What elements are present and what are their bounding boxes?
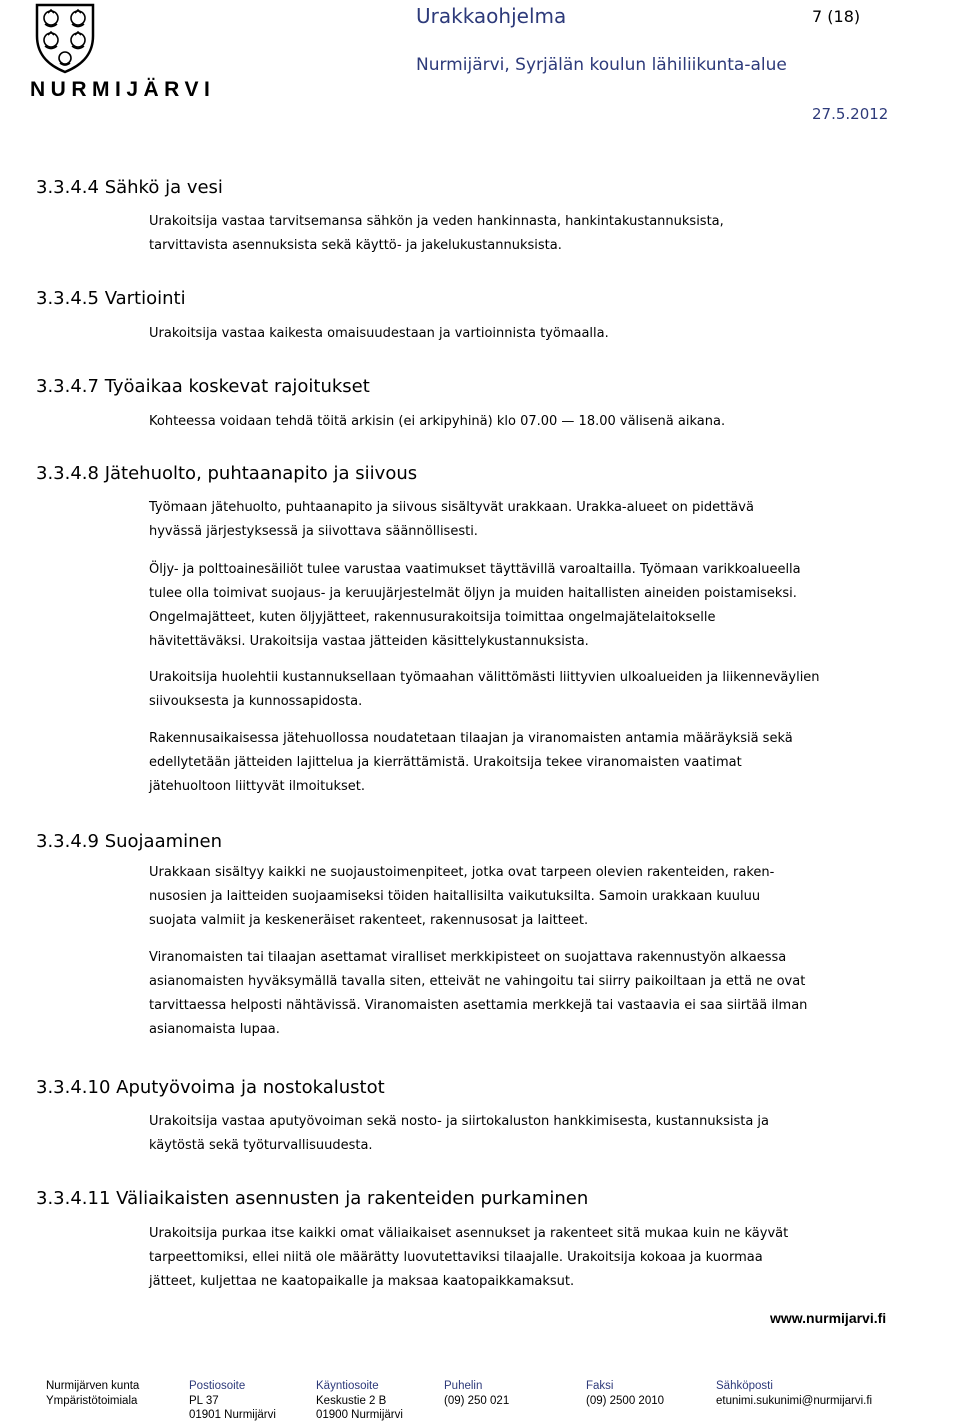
paragraph bbox=[149, 322, 957, 346]
nurmijarvi-logo bbox=[30, 2, 280, 112]
document-subtitle: Nurmijärvi, Syrjälän koulun lähiliikunta-alue bbox=[416, 55, 787, 75]
paragraph bbox=[149, 496, 957, 544]
footer-line[interactable]: etunimi.sukunimi@nurmijarvi.fi bbox=[716, 1394, 873, 1407]
text-line: Kohteessa voidaan tehdä töitä arkisin (ei arkipyhinä) klo 07.00 — 18.00 välisenä aikana. bbox=[149, 414, 726, 429]
footer-line: 01900 Nurmijärvi bbox=[316, 1409, 403, 1421]
footer-organization bbox=[46, 1379, 139, 1408]
paragraph bbox=[149, 1110, 957, 1158]
footer-label: Postiosoite bbox=[189, 1380, 246, 1392]
footer-phone bbox=[444, 1379, 509, 1408]
text-line: käytöstä sekä työturvallisuudesta. bbox=[149, 1138, 373, 1153]
text-line: Urakoitsija vastaa aputyövoiman sekä nosto- ja siirtokaluston hankkimisesta, kustannuksista ja bbox=[149, 1114, 770, 1129]
document-date: 27.5.2012 bbox=[812, 105, 889, 123]
text-line: jätteet, kuljettaa ne kaatopaikalle ja maksaa kaatopaikkamaksut. bbox=[149, 1274, 575, 1289]
section-heading: 3.3.4.4 Sähkö ja vesi bbox=[36, 177, 223, 198]
section-heading: 3.3.4.9 Suojaaminen bbox=[36, 831, 223, 852]
footer-line: Ympäristötoimiala bbox=[46, 1394, 138, 1407]
footer-label: Käyntiosoite bbox=[316, 1380, 379, 1392]
text-line: Urakoitsija vastaa tarvitsemansa sähkön ja veden hankinnasta, hankintakustannuksista, bbox=[149, 214, 724, 229]
footer-fax bbox=[586, 1379, 664, 1408]
footer-line: (09) 250 021 bbox=[444, 1394, 510, 1407]
footer-postal-address bbox=[189, 1379, 276, 1423]
paragraph bbox=[149, 558, 957, 654]
footer-label: Sähköposti bbox=[716, 1380, 773, 1392]
section-heading: 3.3.4.8 Jätehuolto, puhtaanapito ja siivous bbox=[36, 463, 418, 484]
section-heading: 3.3.4.7 Työaikaa koskevat rajoitukset bbox=[36, 376, 370, 397]
text-line: suojata valmiit ja keskeneräiset rakenteet, rakennusosat ja laitteet. bbox=[149, 913, 589, 928]
text-line: tarvittaessa helposti nähtävissä. Viranomaisten asettamia merkkejä tai vastaavia ei saa siirtää ilman bbox=[149, 998, 808, 1013]
footer-line: 01901 Nurmijärvi bbox=[189, 1409, 276, 1421]
text-line: Työmaan jätehuolto, puhtaanapito ja siivous sisältyvät urakkaan. Urakka-alueet on pidettävä bbox=[149, 500, 754, 515]
paragraph bbox=[149, 1222, 957, 1294]
text-line: asianomaisten hyväksymällä tavalla siten, etteivät ne vahingoitu tai siirry paikoiltaan ja että ne ovat bbox=[149, 974, 806, 989]
page-number: 7 (18) bbox=[812, 7, 861, 26]
text-line: Viranomaisten tai tilaajan asettamat viralliset merkkipisteet on suojattava rakennustyön alkaessa bbox=[149, 950, 787, 965]
footer-line: Keskustie 2 B bbox=[316, 1394, 387, 1407]
website-link[interactable]: www.nurmijarvi.fi bbox=[770, 1310, 887, 1326]
paragraph bbox=[149, 410, 957, 434]
text-line: asianomaista lupaa. bbox=[149, 1022, 280, 1037]
text-line: hävitettäväksi. Urakoitsija vastaa jätteiden käsittelykustannuksista. bbox=[149, 634, 589, 649]
text-line: Urakkaan sisältyy kaikki ne suojaustoimenpiteet, jotka ovat tarpeen olevien rakenteiden, raken- bbox=[149, 865, 775, 880]
footer-email bbox=[716, 1379, 872, 1408]
text-line: hyvässä järjestyksessä ja siivottava säännöllisesti. bbox=[149, 524, 478, 539]
paragraph bbox=[149, 727, 957, 799]
text-line: tarpeettomiksi, ellei niitä ole määrätty luovutettaviksi tilaajalle. Urakoitsija kokoaa ja kuormaa bbox=[149, 1250, 763, 1265]
section-heading: 3.3.4.10 Aputyövoima ja nostokalustot bbox=[36, 1077, 385, 1098]
text-line: edellytetään jätteiden lajittelua ja kierrättämistä. Urakoitsija tekee viranomaisten vaatimat bbox=[149, 755, 742, 770]
text-line: nusosien ja laitteiden suojaamiseksi töiden haitallisilta vaikutuksilta. Samoin urakkaan kuuluu bbox=[149, 889, 761, 904]
footer-line: Nurmijärven kunta bbox=[46, 1380, 140, 1392]
text-line: siivouksesta ja kunnossapidosta. bbox=[149, 694, 363, 709]
footer-label: Puhelin bbox=[444, 1380, 483, 1392]
coat-of-arms-icon bbox=[34, 2, 96, 74]
text-line: tulee olla toimivat suojaus- ja keruujärjestelmät öljyn ja muiden haitallisten aineiden poistamiseksi. bbox=[149, 586, 797, 601]
text-line: Rakennusaikaisessa jätehuollossa noudatetaan tilaajan ja viranomaisten antamia määräyksiä sekä bbox=[149, 731, 793, 746]
section-heading: 3.3.4.5 Vartiointi bbox=[36, 288, 186, 309]
paragraph bbox=[149, 861, 957, 933]
paragraph bbox=[149, 946, 957, 1042]
text-line: Öljy- ja polttoainesäiliöt tulee varustaa vaatimukset täyttävillä varoaltailla. Työmaan varikkoalueella bbox=[149, 562, 801, 577]
text-line: Ongelmajätteet, kuten öljyjätteet, rakennusurakoitsija toimittaa ongelmajätelaitokselle bbox=[149, 610, 716, 625]
text-line: Urakoitsija vastaa kaikesta omaisuudestaan ja vartioinnista työmaalla. bbox=[149, 326, 609, 341]
text-line: Urakoitsija huolehtii kustannuksellaan työmaahan välittömästi liittyvien ulkoalueiden ja liikenneväylien bbox=[149, 670, 820, 685]
logo-wordmark: NURMIJÄRVI bbox=[30, 78, 216, 101]
document-title: Urakkaohjelma bbox=[416, 4, 567, 28]
text-line: jätehuoltoon liittyvät ilmoitukset. bbox=[149, 779, 366, 794]
paragraph bbox=[149, 666, 957, 714]
footer bbox=[46, 1379, 956, 1423]
footer-label: Faksi bbox=[586, 1380, 614, 1392]
section-heading: 3.3.4.11 Väliaikaisten asennusten ja rakenteiden purkaminen bbox=[36, 1188, 589, 1209]
footer-line: PL 37 bbox=[189, 1394, 219, 1407]
footer-line: (09) 2500 2010 bbox=[586, 1394, 665, 1407]
paragraph bbox=[149, 210, 957, 258]
footer-visiting-address bbox=[316, 1379, 403, 1423]
text-line: tarvittavista asennuksista sekä käyttö- ja jakelukustannuksista. bbox=[149, 238, 562, 253]
text-line: Urakoitsija purkaa itse kaikki omat väliaikaiset asennukset ja rakenteet sitä mukaa kuin ne käyvät bbox=[149, 1226, 789, 1241]
